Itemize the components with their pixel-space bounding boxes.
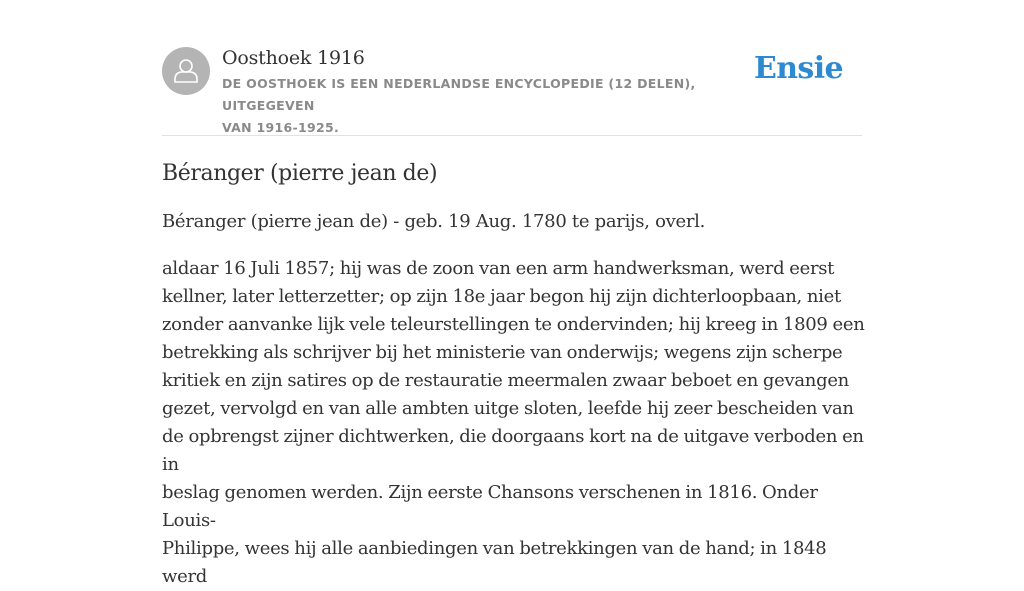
user-avatar-icon bbox=[162, 47, 210, 95]
source-info bbox=[222, 44, 762, 139]
body-line: zonder aanvanke lijk vele teleurstellingen te ondervinden; hij kreeg in 1809 een bbox=[162, 314, 865, 335]
source-header bbox=[162, 44, 862, 136]
body-line: beslag genomen werden. Zijn eerste Chansons verschenen in 1816. Onder Louis- bbox=[162, 482, 818, 531]
body-line: de opbrengst zijner dichtwerken, die doorgaans kort na de uitgave verboden en in bbox=[162, 426, 864, 475]
source-description-line-2: VAN 1916-1925. bbox=[222, 120, 340, 135]
source-title[interactable]: Oosthoek 1916 bbox=[222, 47, 365, 69]
article-body bbox=[162, 255, 866, 591]
body-line: aldaar 16 Juli 1857; hij was de zoon van een arm handwerksman, werd eerst bbox=[162, 258, 835, 279]
body-line: Philippe, wees hij alle aanbiedingen van betrekkingen van de hand; in 1848 werd bbox=[162, 538, 827, 587]
article-title: Béranger (pierre jean de) bbox=[162, 161, 438, 186]
article bbox=[162, 156, 866, 591]
source-description-line-1: DE OOSTHOEK IS EEN NEDERLANDSE ENCYCLOPEDIE (12 DELEN), UITGEGEVEN bbox=[222, 76, 696, 113]
body-line: gezet, vervolgd en van alle ambten uitge sloten, leefde hij zeer bescheiden van bbox=[162, 398, 854, 419]
article-lead: Béranger (pierre jean de) - geb. 19 Aug. 1780 te parijs, overl. bbox=[162, 211, 706, 232]
body-line: kritiek en zijn satires op de restauratie meermalen zwaar beboet en gevangen bbox=[162, 370, 849, 391]
source-description bbox=[222, 73, 762, 139]
ensie-logo-link[interactable]: Ensie bbox=[753, 51, 843, 86]
body-line: betrekking als schrijver bij het ministerie van onderwijs; wegens zijn scherpe bbox=[162, 342, 843, 363]
body-line: kellner, later letterzetter; op zijn 18e jaar begon hij zijn dichterloopbaan, niet bbox=[162, 286, 841, 307]
